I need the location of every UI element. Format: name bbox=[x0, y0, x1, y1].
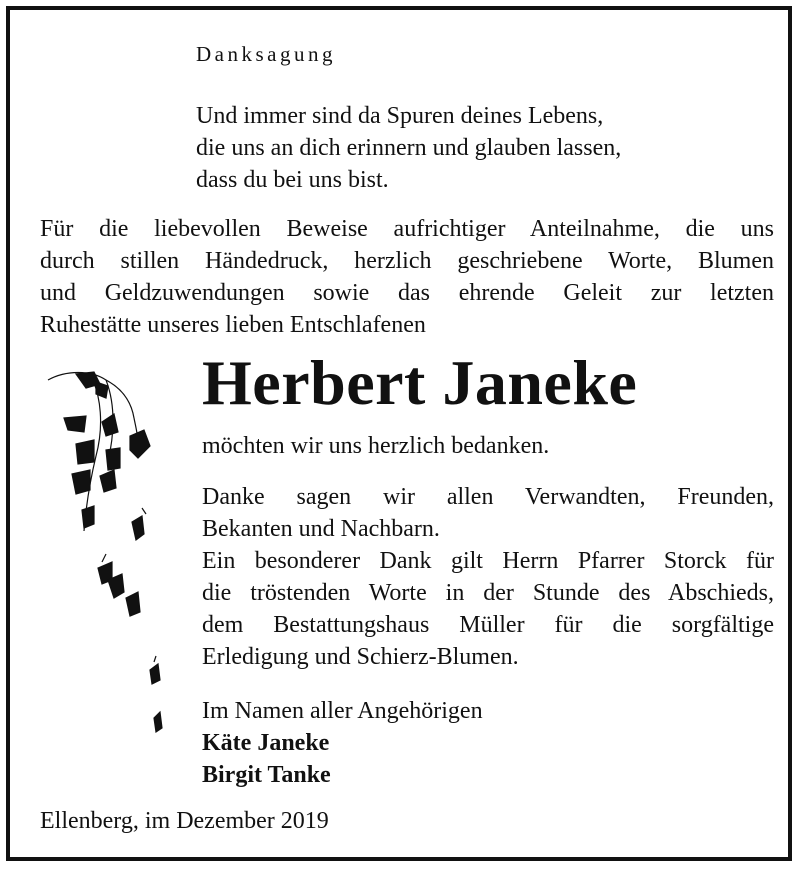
special-thanks-line: Erledigung und Schierz-Blumen. bbox=[202, 644, 519, 670]
relatives-paragraph bbox=[202, 481, 774, 545]
deceased-name: Herbert Janeke bbox=[202, 347, 638, 418]
special-thanks-line: die tröstenden Worte in der Stunde des Abschieds, bbox=[202, 580, 774, 606]
intro-line: Für die liebevollen Beweise aufrichtiger Anteilnahme, die uns bbox=[40, 216, 774, 242]
signature-name: Käte Janeke bbox=[202, 730, 330, 756]
poem-line: die uns an dich erinnern und glauben lassen, bbox=[196, 135, 622, 161]
intro-line: Ruhestätte unseres lieben Entschlafenen bbox=[40, 312, 426, 338]
falling-leaves-icon bbox=[46, 366, 166, 756]
thanks-line bbox=[202, 430, 774, 462]
thanks-text: möchten wir uns herzlich bedanken. bbox=[202, 433, 550, 459]
intro-paragraph bbox=[40, 213, 774, 341]
notice-frame bbox=[6, 6, 792, 861]
signature-block bbox=[202, 695, 483, 791]
special-thanks-line: Ein besonderer Dank gilt Herrn Pfarrer Storck für bbox=[202, 548, 774, 574]
place-date: Ellenberg, im Dezember 2019 bbox=[40, 808, 329, 834]
signature-name: Birgit Tanke bbox=[202, 762, 331, 788]
relatives-line: Bekanten und Nachbarn. bbox=[202, 516, 440, 542]
poem-line: Und immer sind da Spuren deines Lebens, bbox=[196, 103, 604, 129]
signature-intro: Im Namen aller Angehörigen bbox=[202, 698, 483, 724]
poem bbox=[196, 100, 621, 196]
intro-line: durch stillen Händedruck, herzlich geschriebene Worte, Blumen bbox=[40, 248, 774, 274]
special-thanks-paragraph bbox=[202, 545, 774, 673]
intro-line: und Geldzuwendungen sowie das ehrende Geleit zur letzten bbox=[40, 280, 774, 306]
relatives-line: Danke sagen wir allen Verwandten, Freunden, bbox=[202, 484, 774, 510]
notice-heading: Danksagung bbox=[196, 42, 336, 66]
special-thanks-line: dem Bestattungshaus Müller für die sorgfältige bbox=[202, 612, 774, 638]
poem-line: dass du bei uns bist. bbox=[196, 167, 389, 193]
